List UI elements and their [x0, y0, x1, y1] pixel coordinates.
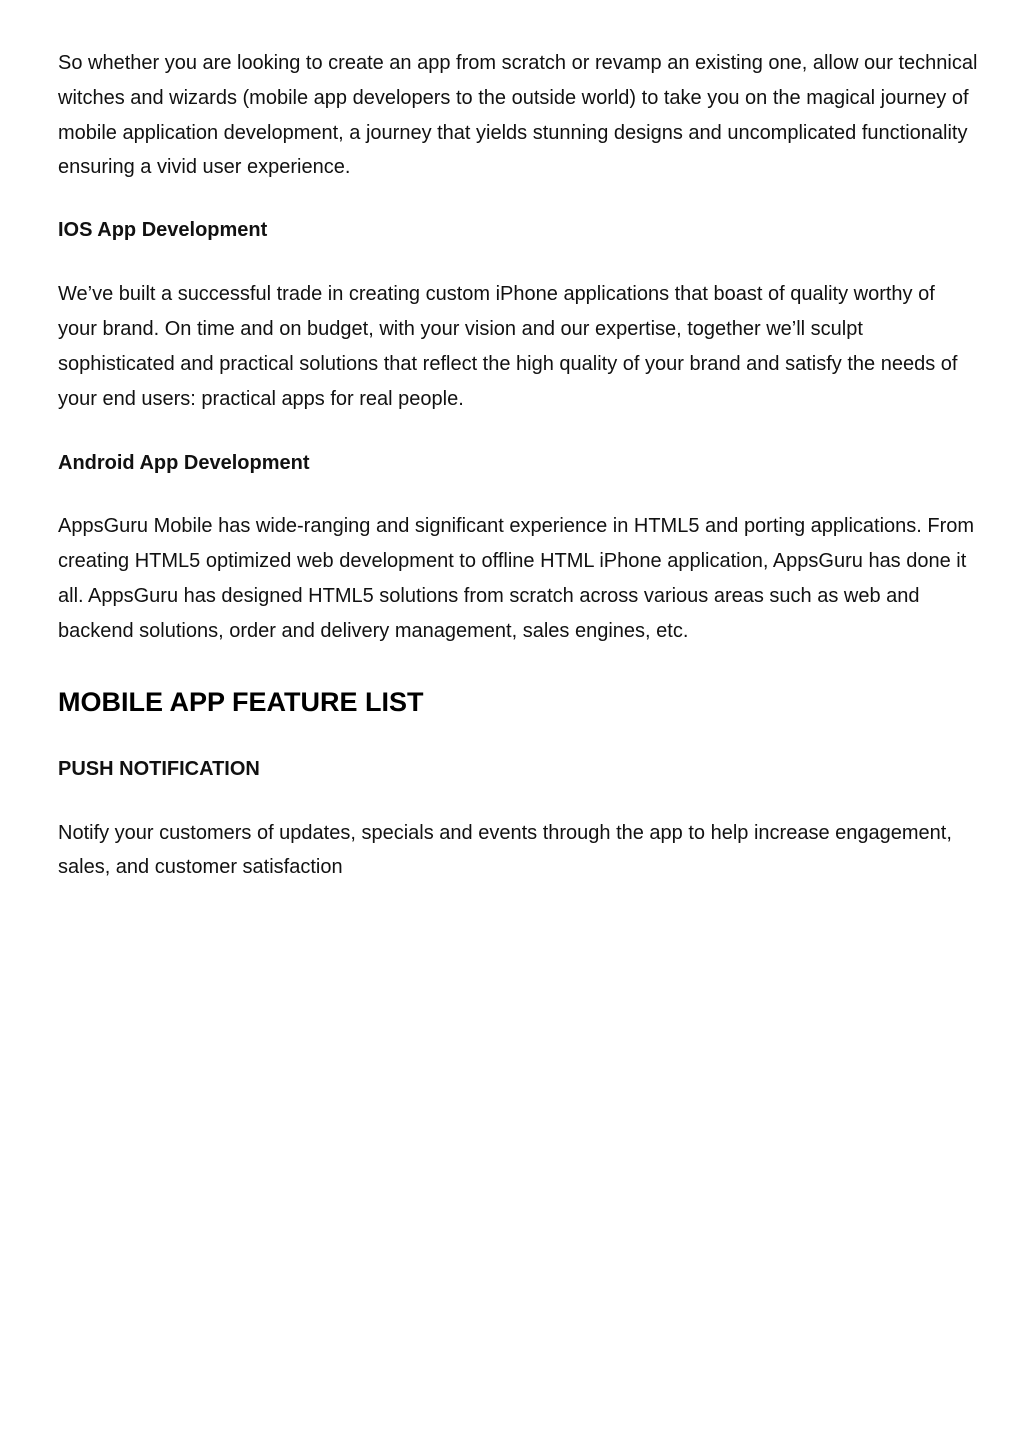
push-notification-paragraph: Notify your customers of updates, specials and events through the app to help increase engagement, sales, and customer satisfaction — [58, 821, 952, 879]
android-paragraph: AppsGuru Mobile has wide-ranging and significant experience in HTML5 and porting applications. From creating HTML5 optimized web development to offline HTML iPhone application, AppsGuru has done it all. AppsGuru has designed HTML5 solutions from scratch across various areas such as web and backend solutions, order and delivery management, sales engines, etc. — [58, 515, 975, 642]
ios-section-heading: IOS App Development — [58, 219, 268, 242]
feature-list-heading: MOBILE APP FEATURE LIST — [58, 686, 424, 717]
intro-paragraph: So whether you are looking to create an app from scratch or revamp an existing one, allow our technical witches and wizards (mobile app developers to the outside world) to take you on the magical journey of mobile application development, a journey that yields stunning designs and uncomplicated functionality ensuring a vivid user experience. — [58, 52, 978, 179]
push-notification-heading: PUSH NOTIFICATION — [58, 757, 260, 780]
ios-paragraph: We’ve built a successful trade in creating custom iPhone applications that boast of quality worthy of your brand. On time and on budget, with your vision and our expertise, together we’ll sculpt sophisticated and practical solutions that reflect the high quality of your brand and satisfy the needs of your end users: practical apps for real people. — [58, 283, 958, 410]
android-section-heading: Android App Development — [58, 452, 310, 475]
document-page — [58, 46, 978, 885]
